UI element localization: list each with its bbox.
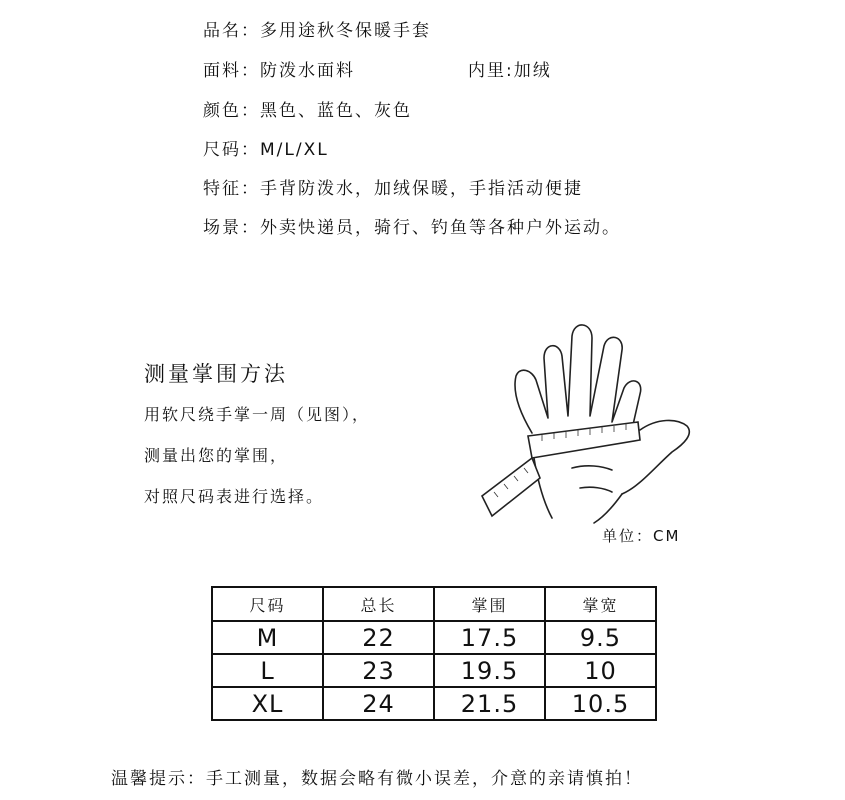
spec-name (203, 16, 431, 41)
spec-color (203, 96, 412, 121)
measure-line-2: 测量出您的掌围， (144, 446, 289, 465)
spec-color-value: 黑色、蓝色、灰色 (260, 101, 412, 121)
spec-feature-label: 特征： (203, 179, 260, 199)
spec-size-value: M/L/XL (260, 140, 329, 160)
measure-line-1: 用软尺绕手掌一周（见图）， (144, 405, 371, 424)
spec-lining-value: 加绒 (513, 61, 552, 81)
spec-color-label: 颜色： (203, 101, 260, 121)
spec-size-label: 尺码： (203, 140, 260, 160)
table-cell: 17.5 (434, 621, 545, 654)
table-cell: 9.5 (545, 621, 656, 654)
measure-line-3: 对照尺码表进行选择。 (144, 487, 325, 506)
hand-measure-icon (462, 318, 702, 528)
table-cell: M (212, 621, 323, 654)
size-table (211, 586, 657, 721)
spec-lining-label: 内里: (468, 61, 514, 81)
table-row (212, 687, 656, 720)
table-cell: 19.5 (434, 654, 545, 687)
spec-scene (203, 213, 621, 238)
spec-lining (468, 56, 552, 81)
header-cell: 掌围 (434, 587, 545, 621)
spec-feature (203, 174, 583, 199)
header-cell: 尺码 (212, 587, 323, 621)
header-cell: 掌宽 (545, 587, 656, 621)
spec-name-value: 多用途秋冬保暖手套 (260, 21, 431, 41)
spec-name-label: 品名： (203, 21, 260, 41)
unit-label: 单位：CM (602, 527, 681, 545)
table-cell: 21.5 (434, 687, 545, 720)
spec-scene-value: 外卖快递员，骑行、钓鱼等各种户外运动。 (260, 218, 621, 238)
spec-fabric-label: 面料： (203, 61, 260, 81)
table-cell: 23 (323, 654, 434, 687)
spec-scene-label: 场景： (203, 218, 260, 238)
table-cell: 22 (323, 621, 434, 654)
warm-tip: 温馨提示：手工测量，数据会略有微小误差，介意的亲请慎拍！ (111, 769, 643, 789)
measure-title: 测量掌围方法 (144, 362, 288, 386)
table-row (212, 621, 656, 654)
spec-size (203, 135, 329, 160)
table-cell: 10 (545, 654, 656, 687)
table-cell: L (212, 654, 323, 687)
table-row (212, 654, 656, 687)
table-header-row (212, 587, 656, 621)
header-cell: 总长 (323, 587, 434, 621)
table-cell: 10.5 (545, 687, 656, 720)
spec-fabric-value: 防泼水面料 (260, 61, 355, 81)
table-cell: XL (212, 687, 323, 720)
spec-feature-value: 手背防泼水，加绒保暖，手指活动便捷 (260, 179, 583, 199)
table-cell: 24 (323, 687, 434, 720)
spec-fabric (203, 56, 552, 81)
